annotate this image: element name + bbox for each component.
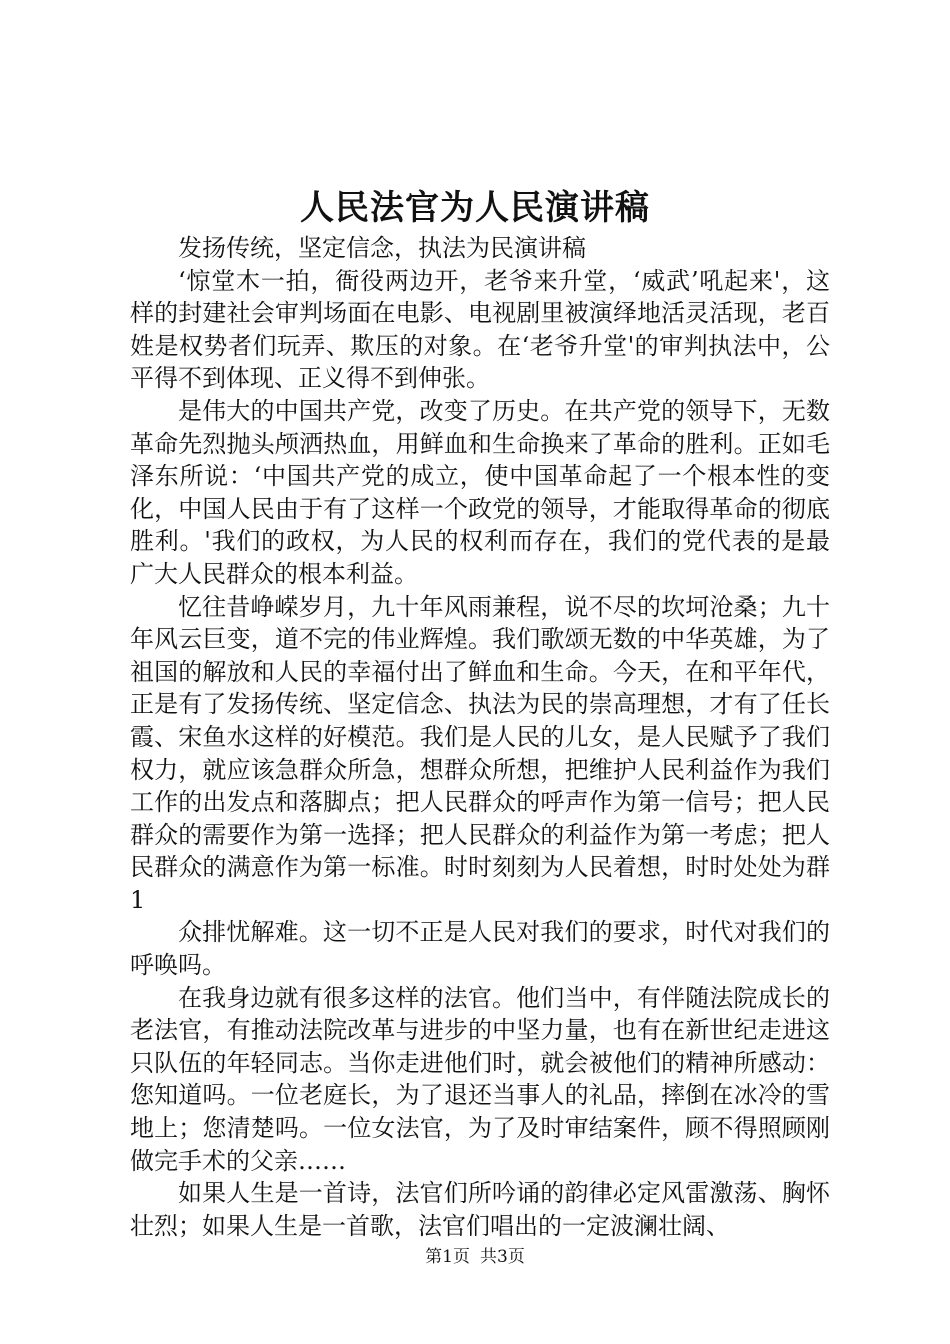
page-footer [0, 1245, 950, 1269]
paragraph: 如果人生是一首诗，法官们所吟诵的韵律必定风雷激荡、胸怀壮烈；如果人生是一首歌，法官们唱出的一定波澜壮阔、 [130, 1179, 830, 1240]
paragraph: 在我身边就有很多这样的法官。他们当中，有伴随法院成长的老法官，有推动法院改革与进步的中坚力量，也有在新世纪走进这只队伍的年轻同志。当你走进他们时，就会被他们的精神所感动：您知道吗。一位老庭长，为了退还当事人的礼品，摔倒在冰冷的雪地上；您清楚吗。一位女法官，为了及时审结案件，顾不得照顾刚做完手术的父亲…… [130, 983, 830, 1175]
page-total: 共3页 [480, 1247, 525, 1267]
paragraph: 忆往昔峥嵘岁月，九十年风雨兼程，说不尽的坎坷沧桑；九十年风云巨变，道不完的伟业辉煌。我们歌颂无数的中华英雄，为了祖国的解放和人民的幸福付出了鲜血和生命。今天，在和平年代，正是有了发扬传统、坚定信念、执法为民的崇高理想，才有了任长霞、宋鱼水这样的好模范。我们是人民的儿女，是人民赋予了我们权力，就应该急群众所急，想群众所想，把维护人民利益作为我们工作的出发点和落脚点；把人民群众的呼声作为第一信号；把人民群众的需要作为第一选择；把人民群众的利益作为第一考虑；把人民群众的满意作为第一标准。时时刻刻为人民着想，时时处处为群1 [130, 592, 830, 914]
paragraph-subtitle: 发扬传统，坚定信念，执法为民演讲稿 [178, 234, 586, 262]
paragraph: 是伟大的中国共产党，改变了历史。在共产党的领导下，无数革命先烈抛头颅洒热血，用鲜血和生命换来了革命的胜利。正如毛泽东所说：‘中国共产党的成立，使中国革命起了一个根本性的变化，中国人民由于有了这样一个政党的领导，才能取得革命的彻底胜利。'我们的政权，为人民的权利而存在，我们的党代表的是最广大人民群众的根本利益。 [130, 396, 830, 588]
document-body [130, 232, 830, 1242]
paragraph: ‘惊堂木一拍，衙役两边开，老爷来升堂，‘威武’吼起来'，这样的封建社会审判场面在电影、电视剧里被演绎地活灵活现，老百姓是权势者们玩弄、欺压的对象。在‘老爷升堂'的审判执法中，公平得不到体现、正义得不到伸张。 [130, 266, 830, 393]
paragraph: 众排忧解难。这一切不正是人民对我们的要求，时代对我们的呼唤吗。 [130, 918, 830, 980]
document-title: 人民法官为人民演讲稿 [300, 188, 650, 228]
page-number: 第1页 [425, 1247, 470, 1267]
